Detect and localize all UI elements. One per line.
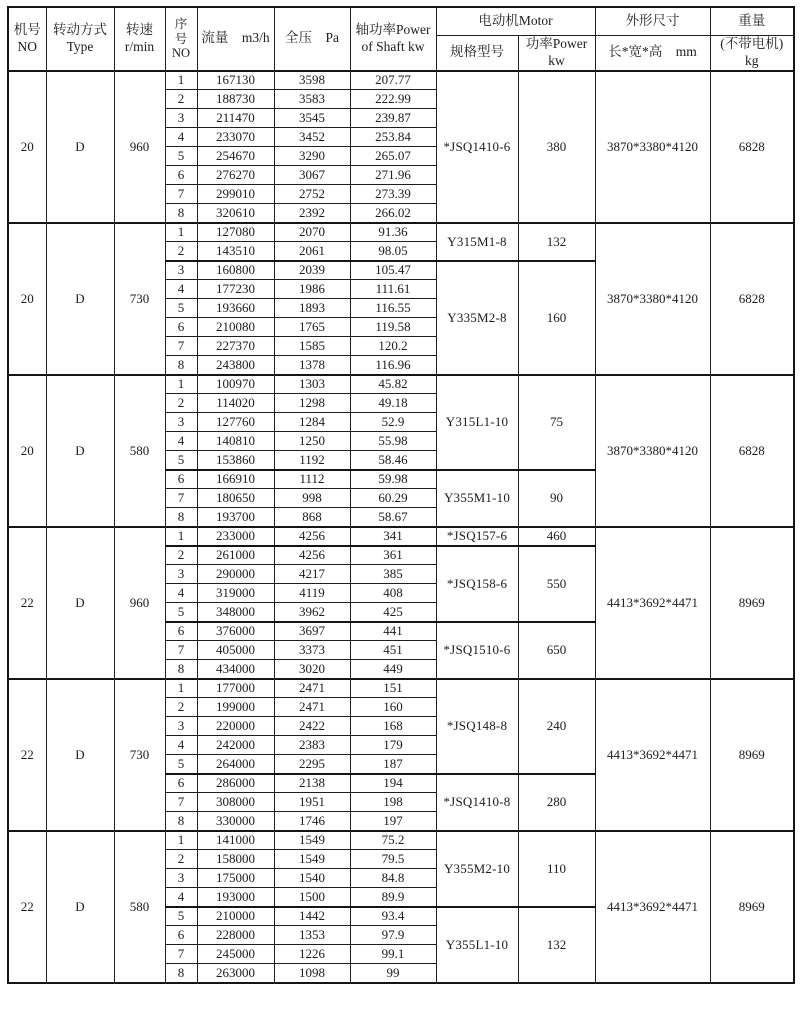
motor-power-cell: 380 (518, 71, 595, 223)
serial-no-cell: 6 (165, 166, 197, 185)
pressure-cell: 1112 (274, 470, 350, 489)
serial-no-cell: 5 (165, 147, 197, 166)
flow-cell: 264000 (197, 755, 274, 774)
pressure-cell: 3452 (274, 128, 350, 147)
weight-label-1: (不带电机) (720, 36, 784, 51)
flow-cell: 193000 (197, 888, 274, 907)
shaft-power-cell: 425 (350, 603, 436, 622)
serial-label-1: 序 (174, 17, 188, 32)
col-header-weight-group: 重量 (710, 7, 794, 36)
flow-cell: 211470 (197, 109, 274, 128)
shaft-power-cell: 151 (350, 679, 436, 698)
shaft-power-cell: 160 (350, 698, 436, 717)
shaft-power-cell: 75.2 (350, 831, 436, 850)
flow-cell: 320610 (197, 204, 274, 223)
serial-no-cell: 8 (165, 812, 197, 831)
serial-no-cell: 4 (165, 584, 197, 603)
serial-no-cell: 2 (165, 850, 197, 869)
shaft-power-cell: 441 (350, 622, 436, 641)
dimensions-cell: 3870*3380*4120 (595, 375, 710, 527)
pressure-cell: 1986 (274, 280, 350, 299)
serial-no-cell: 3 (165, 869, 197, 888)
flow-cell: 263000 (197, 964, 274, 983)
shaft-power-cell: 55.98 (350, 432, 436, 451)
table-header (8, 7, 794, 71)
pressure-cell: 1303 (274, 375, 350, 394)
pressure-cell: 1098 (274, 964, 350, 983)
pressure-cell: 1549 (274, 831, 350, 850)
flow-cell: 193660 (197, 299, 274, 318)
pressure-cell: 1378 (274, 356, 350, 375)
motor-model-cell: *JSQ158-6 (436, 546, 518, 622)
motor-model-cell: Y315M1-8 (436, 223, 518, 261)
col-header-serial-no (165, 7, 197, 71)
serial-no-cell: 1 (165, 679, 197, 698)
flow-cell: 405000 (197, 641, 274, 660)
dimensions-cell: 3870*3380*4120 (595, 223, 710, 375)
shaft-power-cell: 222.99 (350, 90, 436, 109)
flow-cell: 158000 (197, 850, 274, 869)
fan-spec-table (7, 6, 795, 984)
serial-label-2: 号 (174, 31, 188, 46)
shaft-power-cell: 239.87 (350, 109, 436, 128)
motor-power-cell: 550 (518, 546, 595, 622)
speed-label-cn: 转速 (126, 22, 153, 37)
serial-no-cell: 6 (165, 926, 197, 945)
flow-cell: 254670 (197, 147, 274, 166)
pressure-cell: 998 (274, 489, 350, 508)
table-row (8, 375, 794, 394)
pressure-cell: 3598 (274, 71, 350, 90)
shaft-power-label-2: of Shaft kw (361, 38, 425, 54)
col-header-dimensions-group: 外形尺寸 (595, 7, 710, 36)
serial-no-cell: 2 (165, 698, 197, 717)
flow-cell: 160800 (197, 261, 274, 280)
serial-no-cell: 7 (165, 641, 197, 660)
pressure-cell: 2039 (274, 261, 350, 280)
motor-power-cell: 132 (518, 907, 595, 983)
serial-no-cell: 5 (165, 299, 197, 318)
shaft-power-cell: 60.29 (350, 489, 436, 508)
shaft-power-cell: 449 (350, 660, 436, 679)
serial-no-cell: 5 (165, 451, 197, 470)
pressure-cell: 4256 (274, 527, 350, 546)
flow-cell: 228000 (197, 926, 274, 945)
pressure-cell: 3373 (274, 641, 350, 660)
col-header-drive-type (46, 7, 114, 71)
flow-cell: 210080 (197, 318, 274, 337)
motor-power-label-2: kw (548, 52, 565, 68)
shaft-power-cell: 116.96 (350, 356, 436, 375)
speed-cell: 730 (114, 679, 165, 831)
motor-model-cell: *JSQ1410-8 (436, 774, 518, 831)
pressure-cell: 1226 (274, 945, 350, 964)
serial-no-cell: 3 (165, 413, 197, 432)
shaft-power-cell: 207.77 (350, 71, 436, 90)
flow-cell: 245000 (197, 945, 274, 964)
dimensions-cell: 4413*3692*4471 (595, 679, 710, 831)
machine-no-label-cn: 机号 (13, 22, 41, 37)
flow-cell: 177000 (197, 679, 274, 698)
machine-no-cell: 22 (8, 831, 46, 983)
serial-no-cell: 3 (165, 565, 197, 584)
pressure-cell: 1284 (274, 413, 350, 432)
col-header-dimensions: 长*宽*高 mm (595, 36, 710, 71)
shaft-power-cell: 168 (350, 717, 436, 736)
pressure-cell: 1353 (274, 926, 350, 945)
pressure-cell: 1585 (274, 337, 350, 356)
serial-no-cell: 2 (165, 90, 197, 109)
serial-no-cell: 2 (165, 394, 197, 413)
machine-no-cell: 20 (8, 223, 46, 375)
serial-no-cell: 5 (165, 755, 197, 774)
shaft-power-cell: 385 (350, 565, 436, 584)
speed-cell: 960 (114, 527, 165, 679)
serial-no-cell: 6 (165, 774, 197, 793)
motor-power-cell: 240 (518, 679, 595, 774)
pressure-cell: 1298 (274, 394, 350, 413)
flow-cell: 319000 (197, 584, 274, 603)
drive-type-cell: D (46, 223, 114, 375)
shaft-power-cell: 361 (350, 546, 436, 565)
serial-no-cell: 8 (165, 964, 197, 983)
serial-no-cell: 1 (165, 71, 197, 90)
serial-no-cell: 7 (165, 489, 197, 508)
pressure-cell: 1500 (274, 888, 350, 907)
machine-no-cell: 20 (8, 375, 46, 527)
motor-power-cell: 132 (518, 223, 595, 261)
motor-power-label-1: 功率Power (525, 36, 588, 51)
flow-cell: 299010 (197, 185, 274, 204)
flow-cell: 114020 (197, 394, 274, 413)
pressure-cell: 1549 (274, 850, 350, 869)
pressure-cell: 1540 (274, 869, 350, 888)
table-row (8, 223, 794, 242)
serial-no-cell: 3 (165, 261, 197, 280)
shaft-power-cell: 45.82 (350, 375, 436, 394)
flow-cell: 308000 (197, 793, 274, 812)
speed-label-unit: r/min (124, 38, 155, 54)
serial-no-cell: 7 (165, 185, 197, 204)
pressure-cell: 1746 (274, 812, 350, 831)
col-header-motor-power (518, 36, 595, 71)
serial-no-cell: 4 (165, 128, 197, 147)
machine-no-cell: 20 (8, 71, 46, 223)
flow-cell: 100970 (197, 375, 274, 394)
flow-cell: 193700 (197, 508, 274, 527)
flow-cell: 166910 (197, 470, 274, 489)
shaft-power-cell: 194 (350, 774, 436, 793)
shaft-power-cell: 79.5 (350, 850, 436, 869)
motor-model-cell: Y355M2-10 (436, 831, 518, 907)
drive-type-cell: D (46, 679, 114, 831)
dimensions-cell: 4413*3692*4471 (595, 831, 710, 983)
motor-model-cell: Y355L1-10 (436, 907, 518, 983)
pressure-cell: 1442 (274, 907, 350, 926)
col-header-speed (114, 7, 165, 71)
weight-cell: 6828 (710, 71, 794, 223)
shaft-power-cell: 97.9 (350, 926, 436, 945)
serial-no-cell: 4 (165, 432, 197, 451)
serial-no-cell: 6 (165, 622, 197, 641)
serial-no-cell: 8 (165, 508, 197, 527)
weight-cell: 6828 (710, 375, 794, 527)
serial-no-cell: 4 (165, 280, 197, 299)
serial-no-cell: 2 (165, 546, 197, 565)
flow-cell: 199000 (197, 698, 274, 717)
speed-cell: 730 (114, 223, 165, 375)
dimensions-cell: 4413*3692*4471 (595, 527, 710, 679)
weight-cell: 8969 (710, 679, 794, 831)
flow-cell: 434000 (197, 660, 274, 679)
shaft-power-cell: 197 (350, 812, 436, 831)
shaft-power-cell: 187 (350, 755, 436, 774)
pressure-cell: 2392 (274, 204, 350, 223)
serial-no-cell: 1 (165, 375, 197, 394)
shaft-power-cell: 52.9 (350, 413, 436, 432)
machine-no-label-en: NO (17, 38, 37, 54)
serial-no-cell: 6 (165, 470, 197, 489)
shaft-power-cell: 198 (350, 793, 436, 812)
pressure-cell: 3290 (274, 147, 350, 166)
flow-cell: 243800 (197, 356, 274, 375)
flow-cell: 233070 (197, 128, 274, 147)
motor-power-cell: 280 (518, 774, 595, 831)
pressure-cell: 3697 (274, 622, 350, 641)
shaft-power-cell: 59.98 (350, 470, 436, 489)
table-row (8, 679, 794, 698)
flow-cell: 141000 (197, 831, 274, 850)
speed-cell: 960 (114, 71, 165, 223)
motor-model-cell: *JSQ1410-6 (436, 71, 518, 223)
shaft-power-cell: 93.4 (350, 907, 436, 926)
flow-cell: 348000 (197, 603, 274, 622)
pressure-cell: 2295 (274, 755, 350, 774)
col-header-flow: 流量 m3/h (197, 7, 274, 71)
motor-model-cell: *JSQ1510-6 (436, 622, 518, 679)
pressure-cell: 3020 (274, 660, 350, 679)
shaft-power-cell: 89.9 (350, 888, 436, 907)
col-header-weight (710, 36, 794, 71)
motor-power-cell: 110 (518, 831, 595, 907)
serial-no-cell: 1 (165, 527, 197, 546)
motor-power-cell: 650 (518, 622, 595, 679)
flow-cell: 177230 (197, 280, 274, 299)
shaft-power-cell: 91.36 (350, 223, 436, 242)
weight-label-2: kg (745, 52, 759, 68)
flow-cell: 220000 (197, 717, 274, 736)
shaft-power-cell: 253.84 (350, 128, 436, 147)
col-header-motor-group: 电动机Motor (436, 7, 595, 36)
shaft-power-cell: 58.46 (350, 451, 436, 470)
shaft-power-cell: 116.55 (350, 299, 436, 318)
motor-model-cell: Y355M1-10 (436, 470, 518, 527)
shaft-power-cell: 49.18 (350, 394, 436, 413)
pressure-cell: 2138 (274, 774, 350, 793)
table-row (8, 527, 794, 546)
machine-no-cell: 22 (8, 527, 46, 679)
spec-table-body (8, 71, 794, 983)
flow-cell: 180650 (197, 489, 274, 508)
serial-no-cell: 7 (165, 793, 197, 812)
shaft-power-cell: 451 (350, 641, 436, 660)
col-header-shaft-power (350, 7, 436, 71)
drive-type-cell: D (46, 831, 114, 983)
col-header-machine-no (8, 7, 46, 71)
weight-cell: 6828 (710, 223, 794, 375)
weight-cell: 8969 (710, 527, 794, 679)
machine-no-cell: 22 (8, 679, 46, 831)
flow-cell: 153860 (197, 451, 274, 470)
pressure-cell: 2383 (274, 736, 350, 755)
col-header-pressure: 全压 Pa (274, 7, 350, 71)
pressure-cell: 868 (274, 508, 350, 527)
weight-cell: 8969 (710, 831, 794, 983)
flow-cell: 127760 (197, 413, 274, 432)
drive-type-label-cn: 转动方式 (53, 22, 107, 37)
flow-cell: 261000 (197, 546, 274, 565)
shaft-power-cell: 271.96 (350, 166, 436, 185)
pressure-cell: 3583 (274, 90, 350, 109)
flow-cell: 175000 (197, 869, 274, 888)
serial-no-cell: 5 (165, 907, 197, 926)
flow-cell: 330000 (197, 812, 274, 831)
motor-model-cell: *JSQ148-8 (436, 679, 518, 774)
flow-cell: 167130 (197, 71, 274, 90)
serial-no-cell: 4 (165, 888, 197, 907)
flow-cell: 376000 (197, 622, 274, 641)
shaft-power-cell: 58.67 (350, 508, 436, 527)
pressure-cell: 4217 (274, 565, 350, 584)
serial-no-cell: 7 (165, 337, 197, 356)
shaft-power-cell: 273.39 (350, 185, 436, 204)
shaft-power-cell: 265.07 (350, 147, 436, 166)
motor-power-cell: 75 (518, 375, 595, 470)
serial-no-cell: 3 (165, 717, 197, 736)
shaft-power-cell: 266.02 (350, 204, 436, 223)
pressure-cell: 1951 (274, 793, 350, 812)
table-row (8, 831, 794, 850)
flow-cell: 233000 (197, 527, 274, 546)
motor-model-cell: Y315L1-10 (436, 375, 518, 470)
flow-cell: 140810 (197, 432, 274, 451)
flow-cell: 242000 (197, 736, 274, 755)
flow-cell: 290000 (197, 565, 274, 584)
pressure-cell: 4119 (274, 584, 350, 603)
speed-cell: 580 (114, 375, 165, 527)
pressure-cell: 3962 (274, 603, 350, 622)
pressure-cell: 1765 (274, 318, 350, 337)
flow-cell: 143510 (197, 242, 274, 261)
shaft-power-cell: 105.47 (350, 261, 436, 280)
shaft-power-cell: 111.61 (350, 280, 436, 299)
dimensions-cell: 3870*3380*4120 (595, 71, 710, 223)
shaft-power-cell: 99 (350, 964, 436, 983)
flow-cell: 286000 (197, 774, 274, 793)
flow-cell: 210000 (197, 907, 274, 926)
pressure-cell: 4256 (274, 546, 350, 565)
speed-cell: 580 (114, 831, 165, 983)
pressure-cell: 3545 (274, 109, 350, 128)
flow-cell: 227370 (197, 337, 274, 356)
serial-no-cell: 8 (165, 660, 197, 679)
serial-no-cell: 5 (165, 603, 197, 622)
shaft-power-label-1: 轴功率Power (355, 22, 431, 37)
shaft-power-cell: 408 (350, 584, 436, 603)
serial-no-cell: 8 (165, 356, 197, 375)
flow-cell: 188730 (197, 90, 274, 109)
serial-no-cell: 1 (165, 831, 197, 850)
motor-model-cell: Y335M2-8 (436, 261, 518, 375)
pressure-cell: 1192 (274, 451, 350, 470)
serial-label-3: NO (171, 46, 191, 61)
serial-no-cell: 1 (165, 223, 197, 242)
motor-model-cell: *JSQ157-6 (436, 527, 518, 546)
motor-power-cell: 90 (518, 470, 595, 527)
pressure-cell: 2471 (274, 679, 350, 698)
col-header-motor-model: 规格型号 (436, 36, 518, 71)
flow-cell: 127080 (197, 223, 274, 242)
drive-type-cell: D (46, 527, 114, 679)
table-row (8, 71, 794, 90)
flow-cell: 276270 (197, 166, 274, 185)
motor-power-cell: 460 (518, 527, 595, 546)
shaft-power-cell: 120.2 (350, 337, 436, 356)
shaft-power-cell: 84.8 (350, 869, 436, 888)
shaft-power-cell: 179 (350, 736, 436, 755)
serial-no-cell: 2 (165, 242, 197, 261)
serial-no-cell: 6 (165, 318, 197, 337)
pressure-cell: 1893 (274, 299, 350, 318)
serial-no-cell: 3 (165, 109, 197, 128)
pressure-cell: 3067 (274, 166, 350, 185)
serial-no-cell: 4 (165, 736, 197, 755)
drive-type-cell: D (46, 375, 114, 527)
pressure-cell: 2752 (274, 185, 350, 204)
shaft-power-cell: 98.05 (350, 242, 436, 261)
shaft-power-cell: 341 (350, 527, 436, 546)
drive-type-label-en: Type (66, 38, 94, 54)
pressure-cell: 2061 (274, 242, 350, 261)
drive-type-cell: D (46, 71, 114, 223)
motor-power-cell: 160 (518, 261, 595, 375)
pressure-cell: 2070 (274, 223, 350, 242)
pressure-cell: 1250 (274, 432, 350, 451)
shaft-power-cell: 119.58 (350, 318, 436, 337)
serial-no-cell: 7 (165, 945, 197, 964)
pressure-cell: 2471 (274, 698, 350, 717)
shaft-power-cell: 99.1 (350, 945, 436, 964)
pressure-cell: 2422 (274, 717, 350, 736)
serial-no-cell: 8 (165, 204, 197, 223)
